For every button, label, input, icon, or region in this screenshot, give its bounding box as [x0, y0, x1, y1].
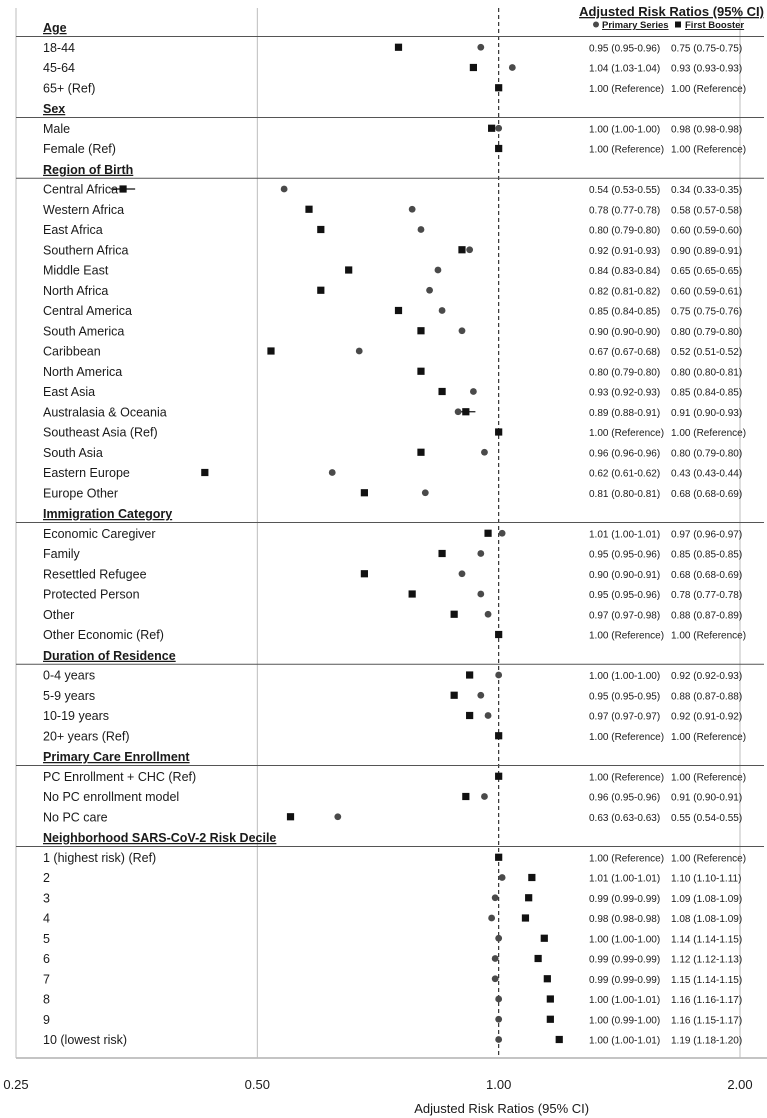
row-label: Western Africa [43, 202, 125, 217]
row-label: Economic Caregiver [43, 526, 156, 541]
row-label: Southeast Asia (Ref) [43, 425, 158, 440]
row-label: East Asia [43, 385, 96, 399]
first-booster-point [317, 226, 324, 233]
primary-series-point [477, 692, 484, 699]
x-tick-label: 1.00 [486, 1077, 512, 1092]
primary-series-ci-text: 0.84 (0.83-0.84) [589, 266, 661, 277]
primary-series-ci-text: 0.99 (0.99-0.99) [589, 893, 661, 905]
row-label: 0-4 years [43, 668, 96, 683]
primary-series-point [495, 672, 502, 679]
first-booster-point [541, 935, 548, 942]
first-booster-point [547, 1016, 554, 1023]
row-label: 20+ years (Ref) [43, 729, 130, 744]
row-label: East Africa [43, 223, 103, 237]
primary-series-ci-text: 0.95 (0.95-0.95) [589, 691, 661, 703]
first-booster-ci-text: 1.19 (1.18-1.20) [671, 1035, 743, 1047]
primary-series-point [459, 327, 466, 334]
row-label: Protected Person [43, 587, 140, 602]
first-booster-point [488, 125, 495, 132]
primary-series-point [470, 388, 477, 395]
primary-series-ci-text: 1.00 (1.00-1.01) [589, 1035, 661, 1047]
primary-series-point [499, 530, 506, 537]
primary-series-point [356, 348, 363, 355]
row-label: 9 [43, 1012, 50, 1027]
first-booster-point [547, 995, 554, 1002]
row-label: 6 [43, 952, 50, 966]
first-booster-point [470, 64, 477, 71]
row-label: Family [43, 547, 80, 561]
first-booster-ci-text: 1.15 (1.14-1.15) [671, 974, 743, 986]
legend-first-booster: First Booster [685, 20, 745, 31]
first-booster-point [417, 449, 424, 456]
first-booster-point [495, 854, 502, 861]
first-booster-ci-text: 0.97 (0.96-0.97) [671, 529, 743, 541]
primary-series-point [481, 449, 488, 456]
primary-series-ci-text: 0.97 (0.97-0.97) [589, 711, 661, 723]
first-booster-ci-text: 0.88 (0.87-0.88) [671, 691, 743, 703]
first-booster-point [417, 368, 424, 375]
primary-series-point [459, 570, 466, 577]
first-booster-point [462, 408, 469, 415]
primary-series-point [281, 186, 288, 193]
first-booster-ci-text: 0.85 (0.84-0.85) [671, 387, 743, 399]
first-booster-point [361, 570, 368, 577]
primary-series-ci-text: 1.00 (Reference) [589, 144, 665, 156]
row-label: Australasia & Oceania [43, 405, 167, 420]
first-booster-point [466, 671, 473, 678]
first-booster-point [451, 692, 458, 699]
row-label: 3 [43, 891, 50, 906]
first-booster-point [361, 489, 368, 496]
primary-series-ci-text: 0.95 (0.95-0.96) [589, 549, 661, 561]
primary-series-ci-text: 1.00 (1.00-1.00) [589, 124, 661, 136]
row-label: 2 [43, 871, 50, 885]
primary-series-point [481, 793, 488, 800]
ci-header: Adjusted Risk Ratios (95% CI) [579, 4, 764, 19]
first-booster-point [458, 246, 465, 253]
first-booster-ci-text: 1.00 (Reference) [671, 630, 747, 642]
primary-series-ci-text: 1.01 (1.00-1.01) [589, 529, 661, 541]
primary-series-point [509, 64, 516, 71]
first-booster-ci-text: 1.00 (Reference) [671, 772, 747, 784]
primary-series-point [492, 975, 499, 982]
first-booster-ci-text: 0.91 (0.90-0.91) [671, 792, 743, 804]
legend-square-marker [675, 22, 681, 28]
first-booster-ci-text: 1.08 (1.08-1.09) [671, 914, 743, 925]
first-booster-point [495, 773, 502, 780]
first-booster-point [201, 469, 208, 476]
row-label: Male [43, 121, 71, 136]
primary-series-point [485, 611, 492, 618]
primary-series-point [477, 550, 484, 557]
first-booster-ci-text: 1.00 (Reference) [671, 428, 747, 439]
row-label: 8 [43, 992, 50, 1007]
first-booster-ci-text: 1.12 (1.12-1.13) [671, 954, 743, 966]
first-booster-point [438, 388, 445, 395]
section-heading: Sex [43, 102, 66, 116]
row-label: Caribbean [43, 344, 101, 359]
first-booster-ci-text: 0.92 (0.92-0.93) [671, 671, 743, 682]
x-tick-label: 0.50 [244, 1077, 270, 1092]
first-booster-ci-text: 0.60 (0.59-0.60) [671, 225, 743, 237]
primary-series-point [495, 1036, 502, 1043]
row-label: North America [43, 364, 123, 379]
first-booster-ci-text: 0.55 (0.54-0.55) [671, 812, 743, 824]
primary-series-ci-text: 0.63 (0.63-0.63) [589, 812, 661, 824]
first-booster-point [495, 428, 502, 435]
row-label: 4 [43, 911, 50, 926]
first-booster-ci-text: 0.92 (0.91-0.92) [671, 711, 743, 723]
row-label: South Asia [43, 445, 103, 460]
first-booster-ci-text: 1.16 (1.16-1.17) [671, 995, 743, 1006]
section-heading: Immigration Category [43, 507, 173, 521]
primary-series-ci-text: 0.82 (0.81-0.82) [589, 286, 661, 298]
first-booster-ci-text: 0.90 (0.89-0.91) [671, 245, 743, 257]
first-booster-ci-text: 0.93 (0.93-0.93) [671, 63, 743, 75]
primary-series-ci-text: 0.90 (0.90-0.90) [589, 326, 661, 338]
first-booster-point [462, 793, 469, 800]
first-booster-point [495, 145, 502, 152]
first-booster-point [522, 914, 529, 921]
first-booster-point [417, 327, 424, 334]
row-label: 65+ (Ref) [43, 81, 96, 96]
first-booster-point [528, 874, 535, 881]
first-booster-ci-text: 0.85 (0.85-0.85) [671, 549, 743, 561]
primary-series-point [426, 287, 433, 294]
first-booster-ci-text: 0.80 (0.79-0.80) [671, 326, 743, 338]
first-booster-point [317, 287, 324, 294]
first-booster-ci-text: 1.00 (Reference) [671, 731, 747, 743]
primary-series-point [492, 955, 499, 962]
primary-series-point [495, 996, 502, 1003]
first-booster-ci-text: 1.00 (Reference) [671, 144, 747, 156]
first-booster-ci-text: 1.14 (1.14-1.15) [671, 934, 743, 946]
first-booster-ci-text: 0.58 (0.57-0.58) [671, 205, 743, 217]
row-label: Resettled Refugee [43, 567, 147, 582]
first-booster-point [495, 631, 502, 638]
first-booster-point [495, 84, 502, 91]
section-heading: Neighborhood SARS-CoV-2 Risk Decile [43, 831, 277, 845]
primary-series-point [488, 915, 495, 922]
row-label: Southern Africa [43, 243, 129, 258]
primary-series-ci-text: 1.00 (Reference) [589, 630, 665, 642]
first-booster-point [466, 712, 473, 719]
primary-series-ci-text: 1.00 (1.00-1.00) [589, 671, 661, 682]
first-booster-point [535, 955, 542, 962]
first-booster-point [438, 550, 445, 557]
primary-series-ci-text: 1.00 (Reference) [589, 731, 665, 743]
primary-series-point [466, 246, 473, 253]
row-label: Eastern Europe [43, 466, 130, 480]
row-label: Middle East [43, 263, 109, 278]
first-booster-point [556, 1036, 563, 1043]
primary-series-ci-text: 0.81 (0.80-0.81) [589, 488, 661, 500]
first-booster-ci-text: 0.80 (0.80-0.81) [671, 367, 743, 379]
primary-series-ci-text: 0.85 (0.84-0.85) [589, 306, 661, 318]
primary-series-point [334, 813, 341, 820]
primary-series-ci-text: 0.99 (0.99-0.99) [589, 974, 661, 986]
first-booster-ci-text: 0.60 (0.59-0.61) [671, 286, 743, 298]
row-label: Central Africa [43, 182, 119, 197]
first-booster-ci-text: 1.00 (Reference) [671, 853, 747, 865]
primary-series-point [485, 712, 492, 719]
x-axis-label: Adjusted Risk Ratios (95% CI) [414, 1101, 590, 1116]
primary-series-ci-text: 0.98 (0.98-0.98) [589, 914, 661, 925]
primary-series-ci-text: 0.54 (0.53-0.55) [589, 185, 661, 196]
row-label: 10-19 years [43, 709, 110, 723]
primary-series-point [477, 44, 484, 51]
first-booster-point [495, 732, 502, 739]
primary-series-ci-text: 0.92 (0.91-0.93) [589, 245, 661, 257]
primary-series-ci-text: 0.67 (0.67-0.68) [589, 347, 661, 358]
first-booster-ci-text: 0.98 (0.98-0.98) [671, 124, 743, 136]
legend-circle-marker [593, 22, 599, 28]
primary-series-point [418, 226, 425, 233]
primary-series-point [499, 874, 506, 881]
primary-series-ci-text: 1.01 (1.00-1.01) [589, 873, 661, 885]
primary-series-point [495, 1016, 502, 1023]
first-booster-ci-text: 1.09 (1.08-1.09) [671, 893, 743, 905]
first-booster-ci-text: 0.34 (0.33-0.35) [671, 185, 743, 196]
primary-series-ci-text: 0.90 (0.90-0.91) [589, 569, 661, 581]
primary-series-ci-text: 0.97 (0.97-0.98) [589, 610, 661, 622]
primary-series-ci-text: 0.78 (0.77-0.78) [589, 205, 661, 217]
primary-series-point [455, 408, 462, 415]
row-label: North Africa [43, 283, 109, 298]
primary-series-ci-text: 1.04 (1.03-1.04) [589, 63, 661, 75]
first-booster-ci-text: 0.75 (0.75-0.75) [671, 43, 743, 55]
primary-series-point [409, 206, 416, 213]
primary-series-point [492, 894, 499, 901]
primary-series-point [495, 935, 502, 942]
row-label: Europe Other [43, 486, 119, 501]
row-label: No PC care [43, 810, 108, 825]
first-booster-ci-text: 1.10 (1.10-1.11) [671, 873, 742, 885]
primary-series-ci-text: 0.80 (0.79-0.80) [589, 367, 661, 379]
first-booster-ci-text: 0.65 (0.65-0.65) [671, 266, 743, 277]
primary-series-ci-text: 0.89 (0.88-0.91) [589, 407, 661, 419]
first-booster-ci-text: 0.52 (0.51-0.52) [671, 347, 743, 358]
row-label: PC Enrollment + CHC (Ref) [43, 769, 197, 784]
row-label: Female (Ref) [43, 142, 116, 156]
primary-series-ci-text: 0.93 (0.92-0.93) [589, 387, 661, 399]
primary-series-ci-text: 1.00 (Reference) [589, 772, 665, 784]
primary-series-ci-text: 1.00 (Reference) [589, 853, 665, 865]
first-booster-ci-text: 0.91 (0.90-0.93) [671, 407, 743, 419]
primary-series-point [329, 469, 336, 476]
primary-series-ci-text: 0.95 (0.95-0.96) [589, 43, 661, 55]
first-booster-point [525, 894, 532, 901]
primary-series-point [422, 489, 429, 496]
section-heading: Region of Birth [43, 162, 134, 177]
first-booster-ci-text: 0.88 (0.87-0.89) [671, 610, 743, 622]
row-label: 5 [43, 931, 50, 946]
section-heading: Age [43, 21, 67, 35]
primary-series-ci-text: 0.80 (0.79-0.80) [589, 225, 661, 237]
first-booster-ci-text: 0.43 (0.43-0.44) [671, 468, 743, 480]
row-label: Central America [43, 304, 132, 318]
primary-series-ci-text: 0.99 (0.99-0.99) [589, 954, 661, 966]
section-heading: Duration of Residence [43, 648, 176, 663]
primary-series-ci-text: 0.96 (0.95-0.96) [589, 792, 661, 804]
primary-series-ci-text: 1.00 (1.00-1.01) [589, 995, 661, 1006]
row-label: Other Economic (Ref) [43, 628, 164, 642]
row-label: South America [43, 324, 125, 339]
row-label: 45-64 [43, 61, 75, 75]
first-booster-point [287, 813, 294, 820]
row-label: Other [43, 607, 75, 622]
first-booster-point [395, 44, 402, 51]
primary-series-ci-text: 1.00 (0.99-1.00) [589, 1015, 661, 1027]
row-label: 10 (lowest risk) [43, 1033, 128, 1047]
row-label: No PC enrollment model [43, 790, 180, 804]
primary-series-ci-text: 1.00 (1.00-1.00) [589, 934, 661, 946]
primary-series-ci-text: 0.96 (0.96-0.96) [589, 448, 661, 460]
x-tick-label: 0.25 [3, 1077, 29, 1092]
first-booster-point [119, 185, 126, 192]
first-booster-point [484, 530, 491, 537]
first-booster-ci-text: 0.75 (0.75-0.76) [671, 306, 743, 318]
first-booster-ci-text: 0.78 (0.77-0.78) [671, 590, 743, 601]
first-booster-ci-text: 0.68 (0.68-0.69) [671, 569, 743, 581]
legend-primary-series: Primary Series [602, 20, 669, 31]
primary-series-ci-text: 1.00 (Reference) [589, 83, 665, 95]
first-booster-point [395, 307, 402, 314]
first-booster-point [267, 347, 274, 354]
row-label: 18-44 [43, 40, 75, 55]
row-label: 1 (highest risk) (Ref) [43, 850, 157, 865]
first-booster-ci-text: 0.68 (0.68-0.69) [671, 488, 743, 500]
first-booster-point [451, 611, 458, 618]
first-booster-point [305, 206, 312, 213]
primary-series-point [495, 125, 502, 132]
row-label: 5-9 years [43, 688, 96, 703]
section-heading: Primary Care Enrollment [43, 750, 190, 764]
primary-series-point [477, 591, 484, 598]
row-label: 7 [43, 972, 50, 987]
x-tick-label: 2.00 [727, 1077, 753, 1092]
primary-series-ci-text: 0.62 (0.61-0.62) [589, 468, 661, 480]
first-booster-point [345, 266, 352, 273]
first-booster-ci-text: 1.00 (Reference) [671, 83, 747, 95]
primary-series-point [439, 307, 446, 314]
first-booster-ci-text: 0.80 (0.79-0.80) [671, 448, 743, 460]
primary-series-ci-text: 1.00 (Reference) [589, 428, 665, 439]
first-booster-point [544, 975, 551, 982]
first-booster-point [409, 590, 416, 597]
first-booster-ci-text: 1.16 (1.15-1.17) [671, 1015, 743, 1027]
primary-series-ci-text: 0.95 (0.95-0.96) [589, 590, 661, 601]
primary-series-point [435, 267, 442, 274]
